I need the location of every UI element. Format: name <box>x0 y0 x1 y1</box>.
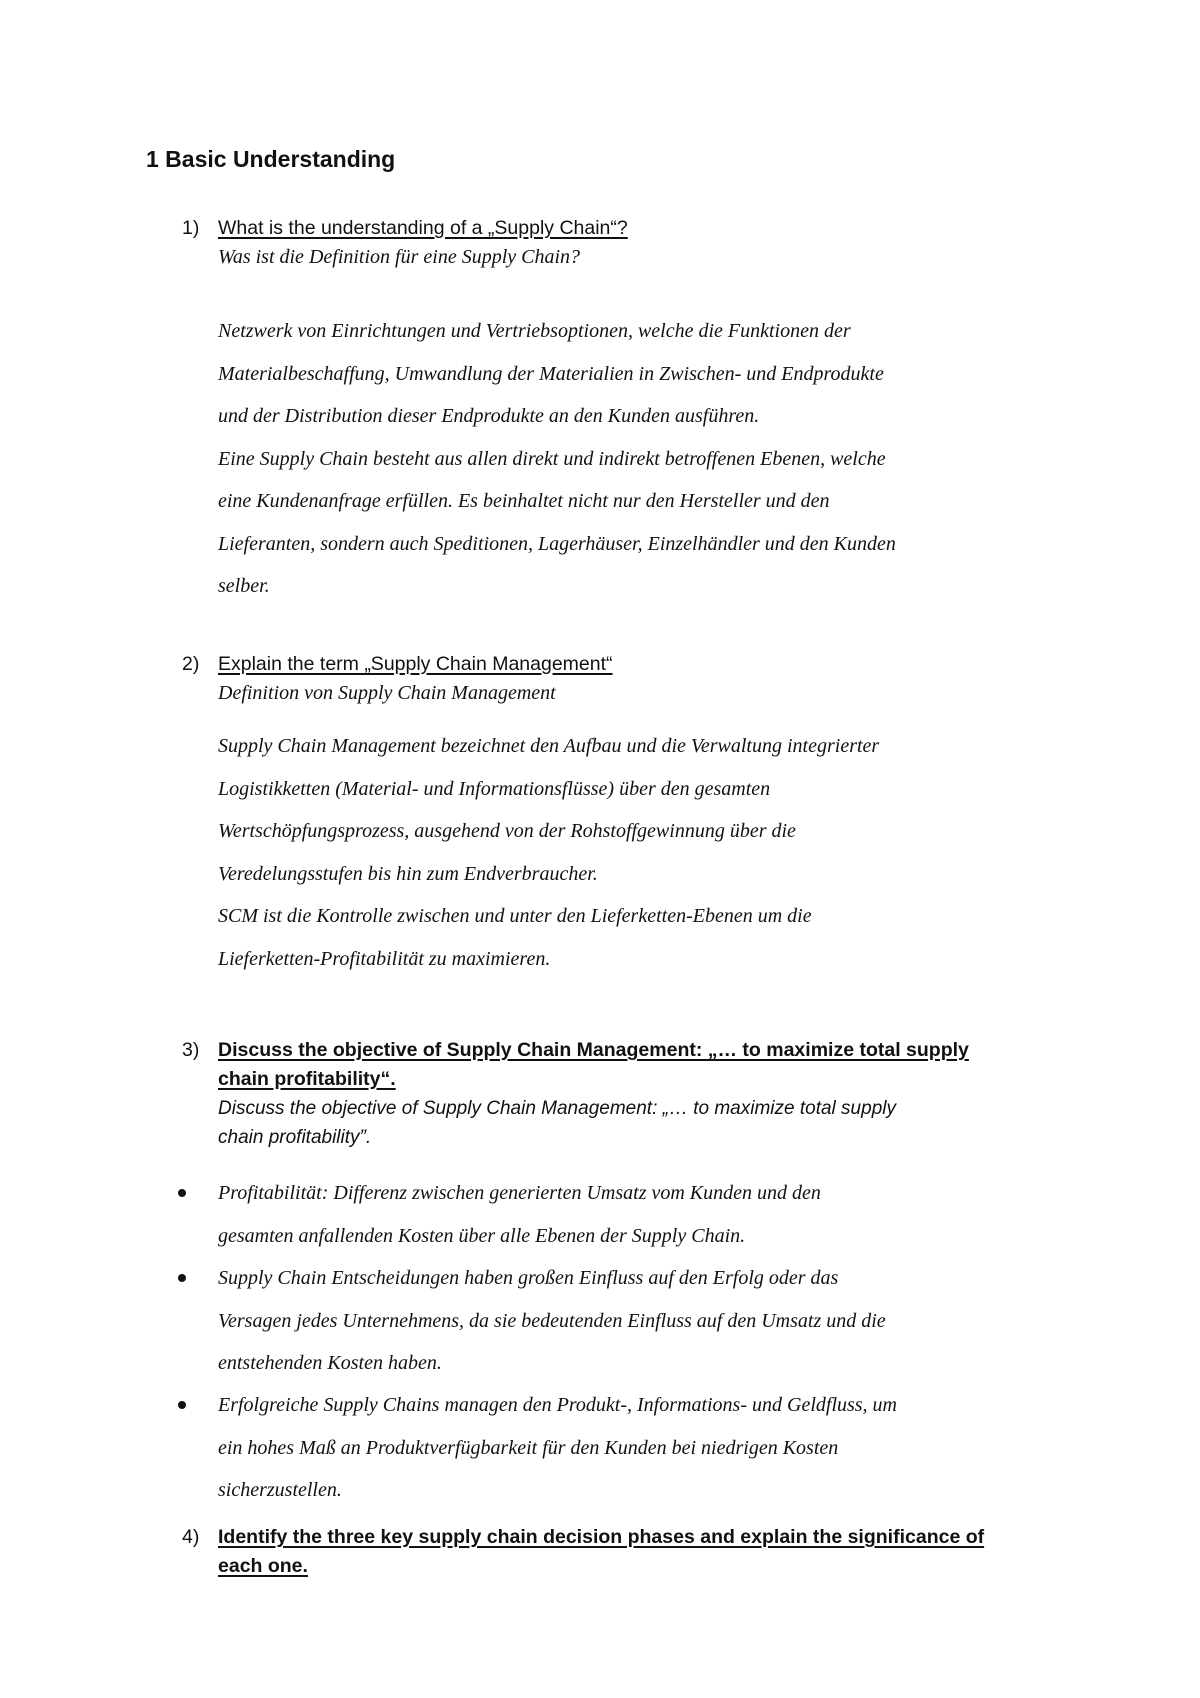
bullet-line: Supply Chain Entscheidungen haben großen Einfluss auf den Erfolg oder das <box>218 1267 839 1289</box>
question-subtitle-3 <box>218 1094 1078 1152</box>
bullet-text <box>218 1384 1078 1512</box>
bullet-text <box>218 1257 1078 1385</box>
bullet-line: Erfolgreiche Supply Chains managen den Produkt-, Informations- und Geldfluss, um <box>218 1394 898 1416</box>
question-number-3: 3) <box>182 1039 200 1061</box>
answer-line: und der Distribution dieser Endprodukte an den Kunden ausführen. <box>218 405 760 427</box>
answer-line: Netzwerk von Einrichtungen und Vertriebsoptionen, welche die Funktionen der <box>218 320 851 342</box>
bullet-dot <box>178 1274 186 1282</box>
bullet-line: gesamten anfallenden Kosten über alle Ebenen der Supply Chain. <box>218 1224 746 1247</box>
question-title-4 <box>218 1523 1078 1581</box>
answer-line: Lieferanten, sondern auch Speditionen, Lagerhäuser, Einzelhändler und den Kunden <box>218 532 896 555</box>
bullet-line: Profitabilität: Differenz zwischen generierten Umsatz vom Kunden und den <box>218 1182 821 1204</box>
answer-line: Eine Supply Chain besteht aus allen direkt und indirekt betroffenen Ebenen, welche <box>218 447 886 470</box>
question-subtitle-line: Discuss the objective of Supply Chain Management: „… to maximize total supply <box>218 1098 896 1119</box>
bullet-line: entstehenden Kosten haben. <box>218 1352 442 1374</box>
answer-line: eine Kundenanfrage erfüllen. Es beinhaltet nicht nur den Hersteller und den <box>218 490 830 512</box>
bullet-line: Versagen jedes Unternehmens, da sie bedeutenden Einfluss auf den Umsatz und die <box>218 1309 886 1332</box>
answer-line: SCM ist die Kontrolle zwischen und unter den Lieferketten-Ebenen um die <box>218 905 812 927</box>
question-number-1: 1) <box>182 217 200 239</box>
question-title-line: chain profitability“. <box>218 1068 396 1090</box>
question-title-3 <box>218 1036 1078 1094</box>
answer-line: Wertschöpfungsprozess, ausgehend von der Rohstoffgewinnung über die <box>218 820 796 842</box>
bullet-text <box>218 1172 1078 1257</box>
question-number-4: 4) <box>182 1526 200 1548</box>
bullet-line: sicherzustellen. <box>218 1479 342 1501</box>
question-title-1: What is the understanding of a „Supply Chain“? <box>218 217 628 239</box>
answer-2 <box>218 725 1078 980</box>
question-title-line: each one. <box>218 1555 308 1577</box>
question-title-line: Identify the three key supply chain decision phases and explain the significance of <box>218 1526 985 1548</box>
question-subtitle-line: chain profitability”. <box>218 1127 372 1148</box>
answer-line: selber. <box>218 575 270 597</box>
question-number-2: 2) <box>182 653 200 675</box>
bullet-line: ein hohes Maß an Produktverfügbarkeit für den Kunden bei niedrigen Kosten <box>218 1436 839 1459</box>
answer-line: Supply Chain Management bezeichnet den Aufbau und die Verwaltung integrierter <box>218 735 880 757</box>
answer-line: Lieferketten-Profitabilität zu maximieren. <box>218 947 551 970</box>
bullet-dot <box>178 1189 186 1197</box>
answer-1 <box>218 310 1078 608</box>
question-subtitle-1: Was ist die Definition für eine Supply Chain? <box>218 246 581 268</box>
answer-line: Materialbeschaffung, Umwandlung der Materialien in Zwischen- und Endprodukte <box>218 362 884 385</box>
answer-line: Veredelungsstufen bis hin zum Endverbraucher. <box>218 862 598 885</box>
question-title-2: Explain the term „Supply Chain Management“ <box>218 653 613 675</box>
section-heading: 1 Basic Understanding <box>146 146 396 172</box>
question-title-line: Discuss the objective of Supply Chain Management: „… to maximize total supply <box>218 1039 969 1061</box>
bullet-dot <box>178 1401 186 1409</box>
question-subtitle-2: Definition von Supply Chain Management <box>218 682 556 704</box>
answer-line: Logistikketten (Material- und Informationsflüsse) über den gesamten <box>218 777 771 800</box>
